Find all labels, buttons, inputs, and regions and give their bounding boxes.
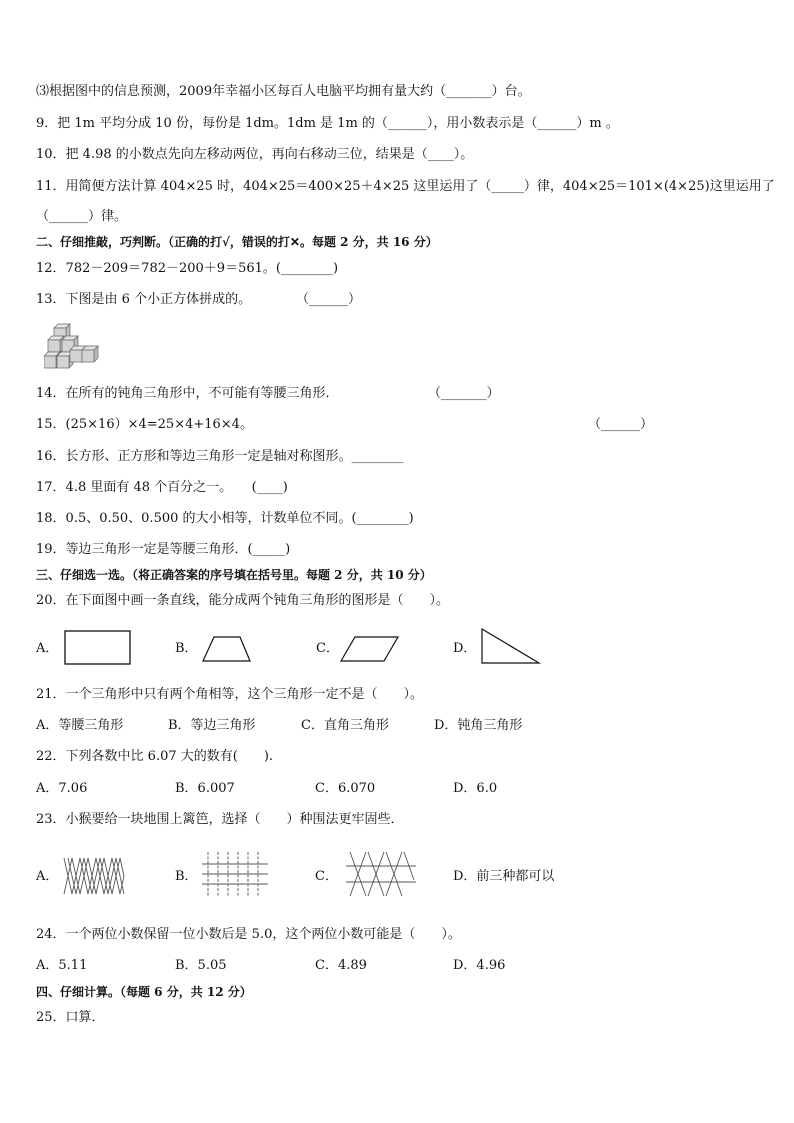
- question-8-part3: ⑶根据图中的信息预测，2009年幸福小区每百人电脑平均拥有量大约（_______）台。: [36, 84, 531, 99]
- question-14-blank: （_______）: [428, 386, 500, 401]
- q24-option-a: A．5.11: [36, 958, 88, 973]
- q23-option-d: D．前三种都可以: [453, 869, 555, 884]
- question-15: 15．(25×16）×4=25×4+16×4。: [36, 417, 253, 432]
- fence-grid-figure: [202, 852, 268, 896]
- q23-option-c: C．: [315, 869, 338, 884]
- q20-option-b: B．: [175, 641, 198, 656]
- parallelogram-figure: [340, 636, 400, 664]
- question-25: 25．口算．: [36, 1010, 105, 1025]
- question-18: 18．0.5、0.50、0.500 的大小相等，计数单位不同。(________): [36, 511, 414, 526]
- trapezoid-figure: [202, 636, 252, 664]
- question-17: 17．4.8 里面有 48 个百分之一。 (____): [36, 480, 288, 495]
- q20-option-a: A．: [36, 641, 59, 656]
- question-11-cont: （______）律。: [36, 209, 128, 224]
- q24-option-b: B．5.05: [175, 958, 227, 973]
- question-24: 24．一个两位小数保留一位小数后是 5.0，这个两位小数可能是（ ）。: [36, 927, 461, 942]
- question-10: 10．把 4.98 的小数点先向左移动两位，再向右移动三位，结果是（____）。: [36, 147, 474, 162]
- fence-zigzag-figure: [64, 856, 126, 896]
- fence-cross-figure: [346, 852, 416, 896]
- section-4-heading: 四、仔细计算。（每题 6 分，共 12 分）: [36, 985, 252, 999]
- q20-option-c: C．: [316, 641, 339, 656]
- question-20: 20．在下面图中画一条直线，能分成两个钝角三角形的图形是（ ）。: [36, 593, 450, 608]
- question-16: 16．长方形、正方形和等边三角形一定是轴对称图形。________: [36, 449, 404, 464]
- q22-option-c: C．6.070: [315, 781, 376, 796]
- q23-option-b: B．: [175, 869, 198, 884]
- question-11: 11．用简便方法计算 404×25 时，404×25＝400×25＋4×25 这里运用了（_____）律，404×25＝101×(4×25)这里运用了: [36, 179, 775, 194]
- question-12: 12．782－209＝782－200＋9＝561。(________): [36, 261, 339, 276]
- section-2-heading: 二、仔细推敲，巧判断。（正确的打√，错误的打✕。每题 2 分，共 16 分）: [36, 235, 438, 249]
- q20-option-d: D．: [453, 641, 477, 656]
- q21-option-a: A．等腰三角形: [36, 718, 124, 733]
- question-19: 19．等边三角形一定是等腰三角形．(_____): [36, 542, 291, 557]
- question-15-blank: （______）: [588, 417, 654, 432]
- q22-option-b: B．6.007: [175, 781, 235, 796]
- question-14: 14．在所有的钝角三角形中，不可能有等腰三角形．: [36, 386, 339, 401]
- q24-option-d: D．4.96: [453, 958, 506, 973]
- q23-option-a: A．: [36, 869, 59, 884]
- q21-option-c: C．直角三角形: [301, 718, 389, 733]
- q21-option-b: B．等边三角形: [168, 718, 256, 733]
- question-13: 13．下图是由 6 个小正方体拼成的。: [36, 292, 252, 307]
- q22-option-a: A．7.06: [36, 781, 88, 796]
- q24-option-c: C．4.89: [315, 958, 367, 973]
- question-22: 22．下列各数中比 6.07 大的数有( ).: [36, 749, 274, 764]
- q22-option-d: D．6.0: [453, 781, 498, 796]
- q21-option-d: D．钝角三角形: [434, 718, 523, 733]
- right-triangle-figure: [481, 628, 541, 666]
- question-23: 23．小猴要给一块地围上篱笆，选择（ ）种围法更牢固些．: [36, 812, 404, 827]
- question-9: 9．把 1m 平均分成 10 份，每份是 1dm。1dm 是 1m 的（______），用小数表示是（______）m 。: [36, 116, 619, 131]
- question-21: 21．一个三角形中只有两个角相等，这个三角形一定不是（ ）。: [36, 687, 424, 702]
- rectangle-figure: [64, 630, 132, 666]
- cube-stack-figure: [44, 322, 100, 374]
- section-3-heading: 三、仔细选一选。（将正确答案的序号填在括号里。每题 2 分，共 10 分）: [36, 568, 432, 582]
- question-13-blank: （______）: [296, 292, 362, 307]
